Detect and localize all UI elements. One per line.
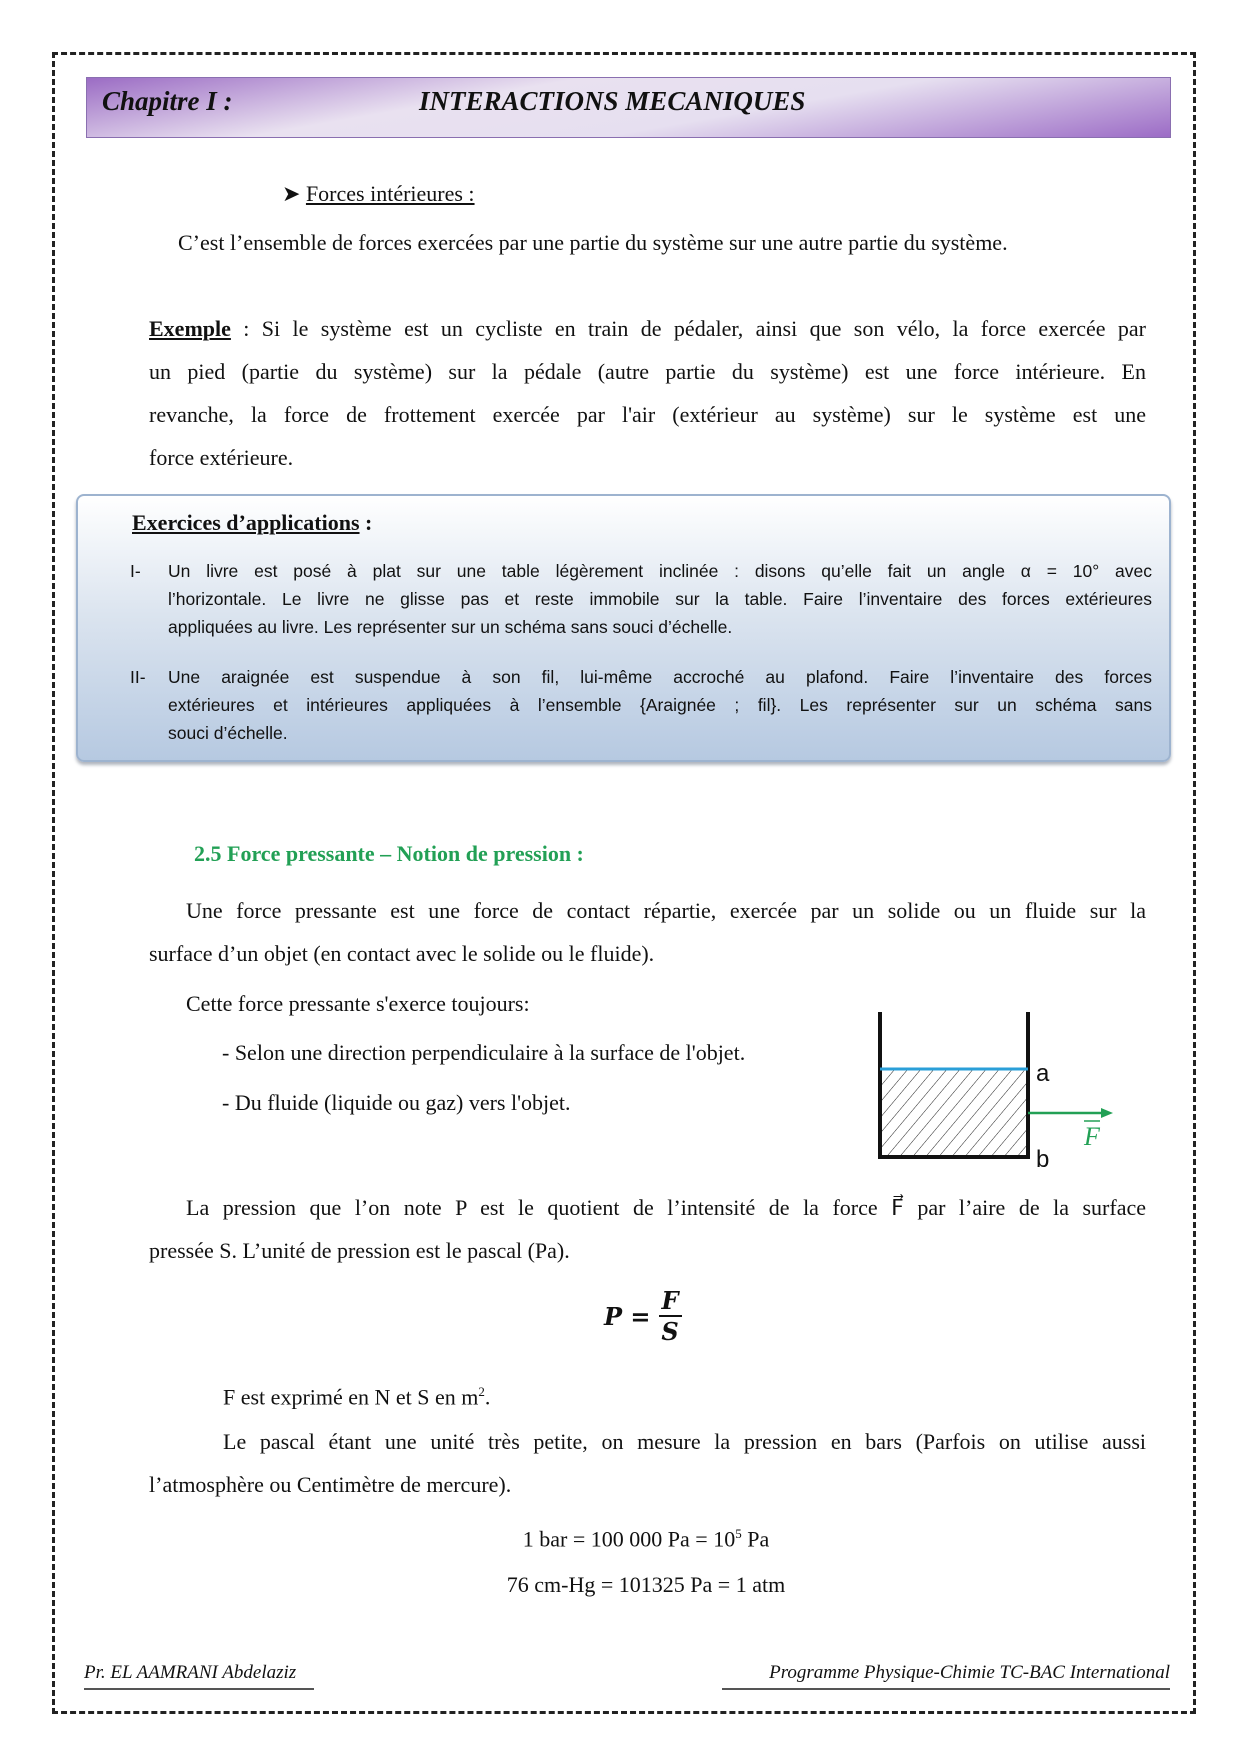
bullet-fluide: - Du fluide (liquide ou gaz) vers l'objet.	[222, 1090, 571, 1115]
fraction	[659, 1286, 682, 1346]
pression-line: La pression que l’on note P est le quotient de l’intensité de la force F⃗ par l’aire de la surface	[186, 1195, 1146, 1220]
pression-paragraph	[149, 1186, 1146, 1272]
formula-lhs: P =	[604, 1301, 651, 1331]
sup: 2	[478, 1384, 485, 1399]
liquid-hatch	[880, 1069, 1028, 1157]
exercises-title	[132, 510, 372, 536]
intro-line: surface d’un objet (en contact avec le solide ou le fluide).	[149, 941, 655, 966]
numerator: F	[659, 1286, 682, 1317]
exercise-line: Un livre est posé à plat sur une table légèrement inclinée : disons qu’elle fait un angle α = 10° avec	[168, 561, 1152, 581]
footer-program: Programme Physique-Chimie TC-BAC International	[722, 1662, 1170, 1690]
chapter-title: INTERACTIONS MECANIQUES	[419, 86, 806, 116]
equation-atm: 76 cm-Hg = 101325 Pa = 1 atm	[506, 1572, 786, 1597]
exercise-line: l’horizontale. Le livre ne glisse pas et reste immobile sur la table. Faire l’inventaire des forces extérieures	[168, 589, 1152, 609]
bullet-perpendiculaire: - Selon une direction perpendiculaire à la surface de l'objet.	[222, 1040, 746, 1065]
sup: 5	[735, 1526, 742, 1541]
bars-line: Le pascal étant une unité très petite, on mesure la pression en bars (Parfois on utilise aussi	[223, 1429, 1146, 1454]
t: Pa	[741, 1526, 770, 1552]
footer-author: Pr. EL AAMRANI Abdelaziz	[84, 1662, 314, 1690]
label-b: b	[1036, 1146, 1050, 1173]
exemple-paragraph	[149, 307, 1146, 479]
exercise-line: extérieures et intérieures appliquées à l’ensemble {Araignée ; fil}. Les représenter sur un schéma sans	[168, 695, 1152, 715]
definition-text: C’est l’ensemble de forces exercées par une partie du système sur une autre partie du système.	[178, 230, 1008, 255]
exemple-line	[149, 307, 1146, 350]
exercise-item-2	[168, 663, 1152, 747]
exercise-line: Une araignée est suspendue à son fil, lui-même accroché au plafond. Faire l’inventaire des forces	[168, 667, 1152, 687]
denominator: S	[661, 1317, 679, 1346]
chapter-label: Chapitre I :	[102, 86, 233, 116]
exercise-number: I-	[130, 561, 141, 581]
title-text: Exercices d’applications	[132, 510, 360, 535]
force-label: F	[1084, 1122, 1100, 1151]
forces-interieures-heading	[282, 172, 475, 215]
equation-bar	[346, 1512, 946, 1560]
pression-line: pressée S. L’unité de pression est le pascal (Pa).	[149, 1238, 570, 1263]
intro-paragraph	[149, 889, 1146, 975]
exercise-number: II-	[130, 667, 146, 687]
exercise-line: appliquées au livre. Les représenter sur un schéma sans souci d’échelle.	[168, 617, 733, 637]
exemple-label: Exemple	[149, 316, 231, 341]
t: F est exprimé en N et S en m	[223, 1384, 479, 1410]
arrow-bullet-icon: ➤	[282, 181, 301, 206]
colon: :	[359, 510, 373, 535]
bars-paragraph	[149, 1420, 1146, 1506]
label-a: a	[1036, 1060, 1050, 1087]
exercise-item-1	[168, 557, 1152, 641]
heading-text: Forces intérieures :	[305, 181, 475, 206]
exercise-line: souci d’échelle.	[168, 723, 288, 743]
exemple-line: revanche, la force de frottement exercée par l'air (extérieur au système) sur le système est une	[149, 402, 1146, 427]
toujours-text: Cette force pressante s'exerce toujours:	[186, 991, 530, 1016]
t: .	[484, 1384, 491, 1410]
text: : Si le système est un cycliste en train de pédaler, ainsi que son vélo, la force exercée par	[230, 316, 1146, 341]
pressure-formula	[604, 1286, 682, 1346]
intro-line: Une force pressante est une force de contact répartie, exercée par un solide ou un fluide sur la	[186, 898, 1146, 923]
t: 1 bar = 100 000 Pa = 10	[522, 1526, 736, 1552]
units-text	[223, 1370, 490, 1418]
container-diagram	[870, 1005, 1140, 1175]
section-heading: 2.5 Force pressante – Notion de pression :	[194, 841, 584, 866]
exemple-line: un pied (partie du système) sur la pédale (autre partie du système) est une force intérieure. En	[149, 359, 1146, 384]
exemple-line: force extérieure.	[149, 445, 294, 470]
arrow-head-icon	[1101, 1108, 1113, 1118]
bars-line: l’atmosphère ou Centimètre de mercure).	[149, 1472, 512, 1497]
